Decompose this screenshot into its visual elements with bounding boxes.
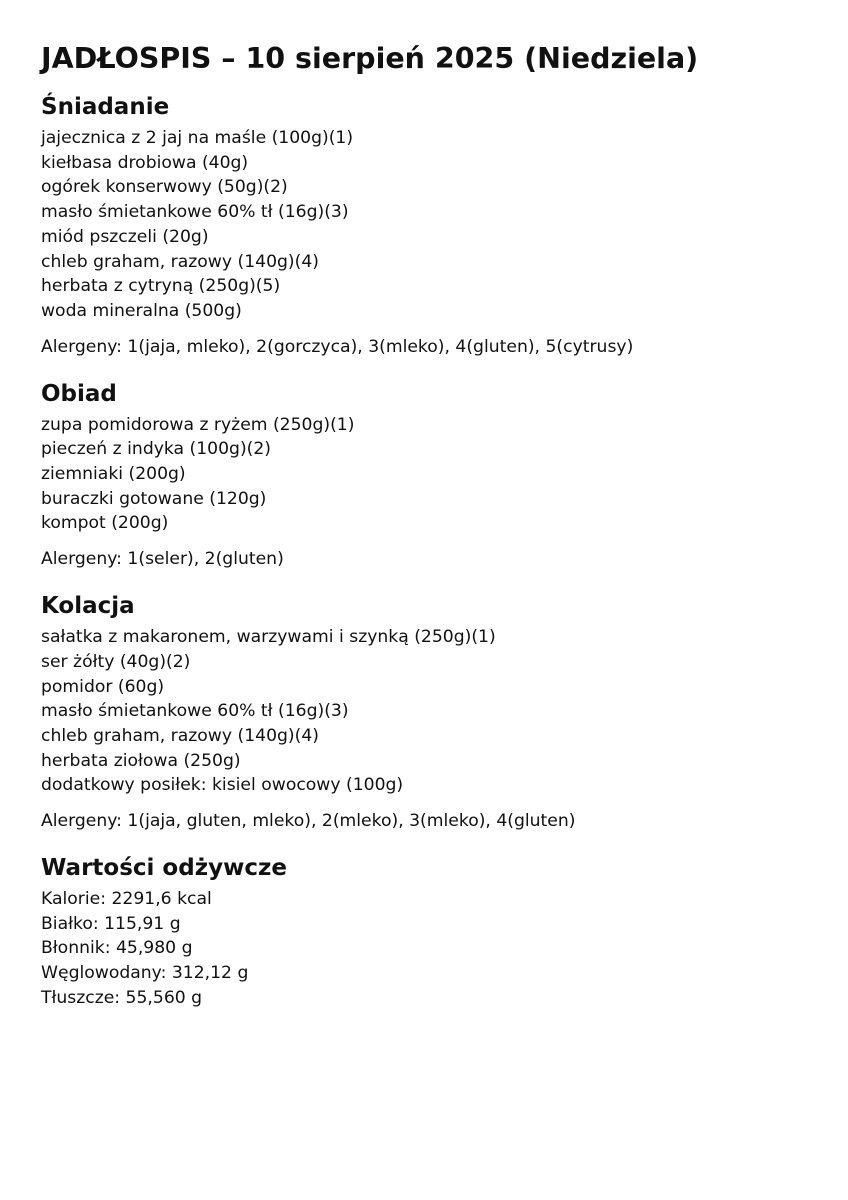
menu-item: herbata z cytryną (250g)(5)	[41, 276, 281, 297]
menu-item: miód pszczeli (20g)	[41, 226, 209, 247]
menu-item: ziemniaki (200g)	[41, 464, 186, 485]
nutrition-calories: Kalorie: 2291,6 kcal	[41, 889, 212, 910]
nutrition-fiber: Błonnik: 45,980 g	[41, 938, 193, 959]
menu-item: woda mineralna (500g)	[41, 300, 242, 321]
section-heading-nutrition: Wartości odżywcze	[41, 855, 287, 882]
menu-item: pomidor (60g)	[41, 676, 165, 697]
dinner-items	[41, 625, 828, 798]
breakfast-items	[41, 126, 828, 324]
section-heading-lunch: Obiad	[41, 380, 117, 407]
nutrition-protein: Białko: 115,91 g	[41, 913, 181, 934]
menu-item: pieczeń z indyka (100g)(2)	[41, 439, 272, 460]
section-heading-dinner: Kolacja	[41, 593, 135, 620]
menu-item: masło śmietankowe 60% tł (16g)(3)	[41, 701, 349, 722]
menu-item: ogórek konserwowy (50g)(2)	[41, 177, 288, 198]
allergens-dinner: Alergeny: 1(jaja, gluten, mleko), 2(mleko), 3(mleko), 4(gluten)	[41, 811, 576, 832]
section-heading-breakfast: Śniadanie	[41, 94, 170, 120]
menu-item: zupa pomidorowa z ryżem (250g)(1)	[41, 414, 355, 435]
allergens-lunch: Alergeny: 1(seler), 2(gluten)	[41, 549, 284, 570]
menu-item: kiełbasa drobiowa (40g)	[41, 152, 249, 173]
menu-item: herbata ziołowa (250g)	[41, 750, 241, 771]
menu-item: kompot (200g)	[41, 513, 169, 534]
menu-item: ser żółty (40g)(2)	[41, 651, 191, 672]
section-breakfast	[41, 92, 828, 359]
lunch-items	[41, 413, 828, 537]
menu-item: sałatka z makaronem, warzywami i szynką (250g)(1)	[41, 627, 496, 648]
page-title: JADŁOSPIS – 10 sierpień 2025 (Niedziela)	[41, 42, 699, 75]
section-nutrition	[41, 853, 828, 1011]
menu-item: dodatkowy posiłek: kisiel owocowy (100g)	[41, 775, 404, 796]
nutrition-carbohydrates: Węglowodany: 312,12 g	[41, 963, 249, 984]
menu-item: chleb graham, razowy (140g)(4)	[41, 251, 319, 272]
allergens-breakfast: Alergeny: 1(jaja, mleko), 2(gorczyca), 3(mleko), 4(gluten), 5(cytrusy)	[41, 336, 634, 357]
nutrition-values	[41, 887, 828, 1011]
section-lunch	[41, 379, 828, 572]
section-dinner	[41, 591, 828, 833]
menu-item: masło śmietankowe 60% tł (16g)(3)	[41, 202, 349, 223]
menu-item: chleb graham, razowy (140g)(4)	[41, 725, 319, 746]
menu-item: buraczki gotowane (120g)	[41, 488, 267, 509]
menu-item: jajecznica z 2 jaj na maśle (100g)(1)	[41, 128, 354, 148]
menu-document	[41, 40, 828, 1011]
nutrition-fat: Tłuszcze: 55,560 g	[41, 987, 203, 1008]
